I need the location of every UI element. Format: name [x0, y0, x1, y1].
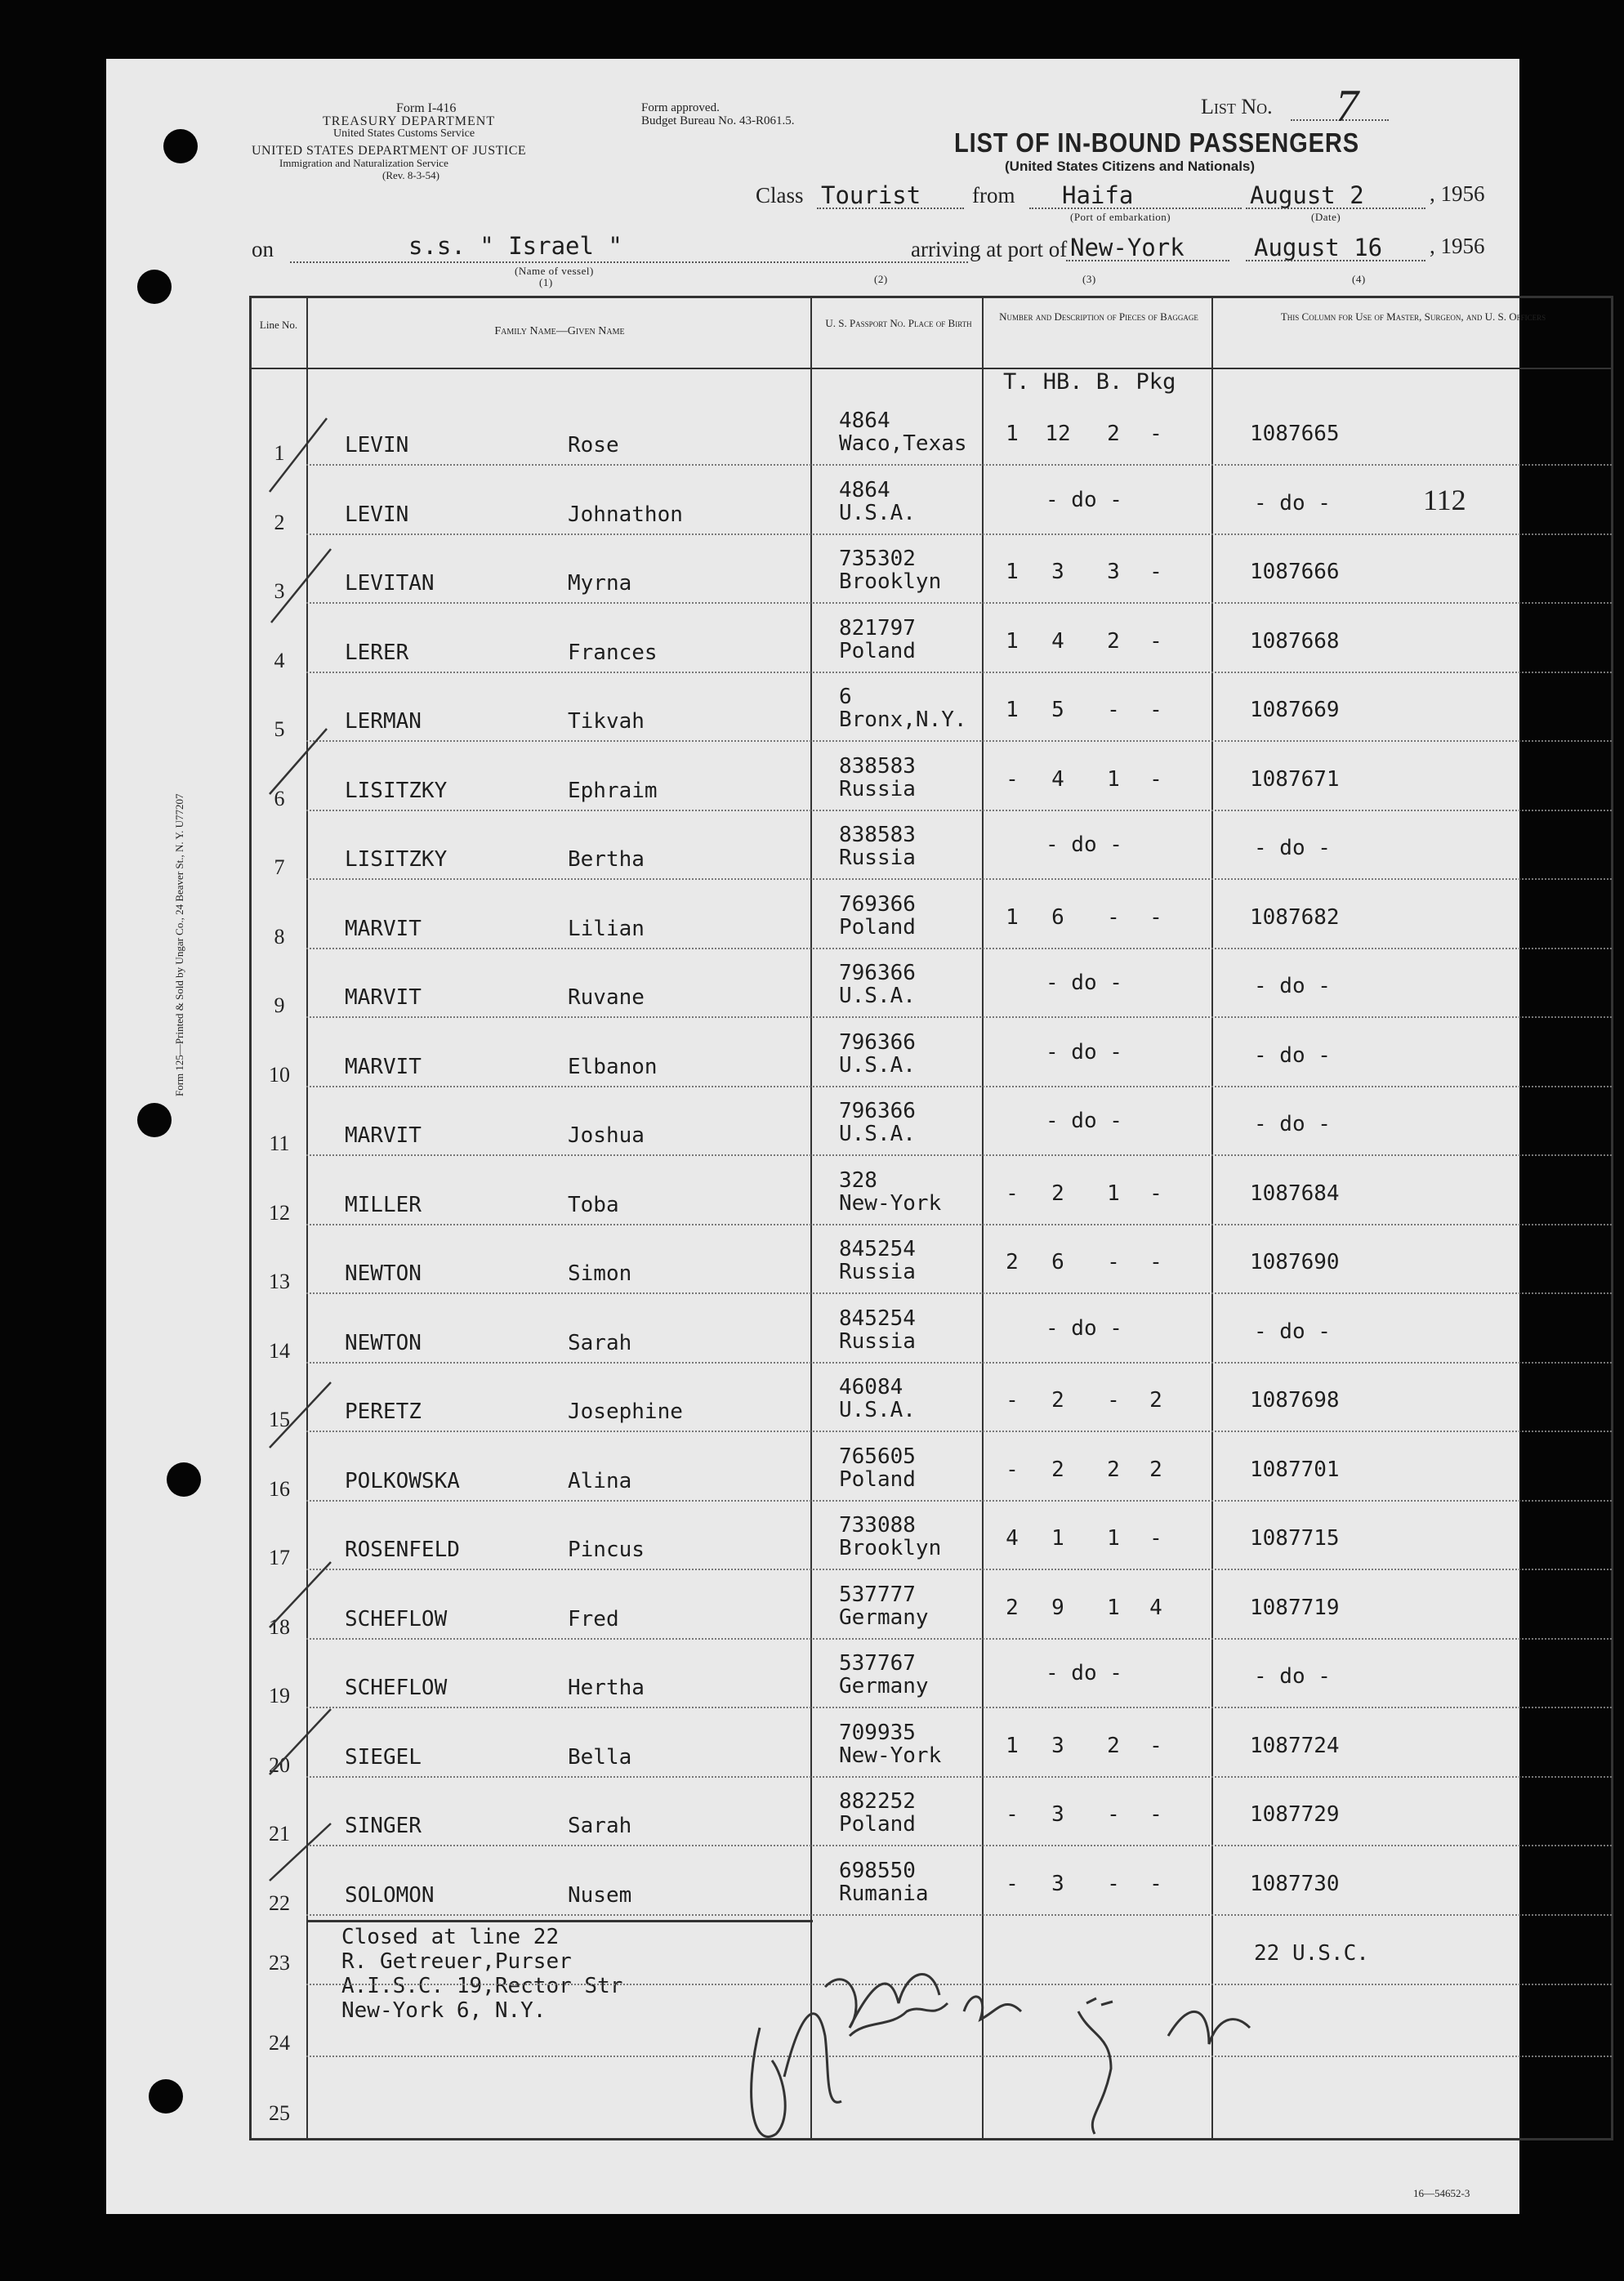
- punch-hole: [137, 1103, 172, 1137]
- baggage-ditto: - do -: [1046, 1039, 1122, 1065]
- baggage-ditto: - do -: [1046, 1315, 1122, 1341]
- given-name: Myrna: [568, 571, 632, 596]
- officer-entry: - do -: [1254, 1112, 1331, 1136]
- row-rule: [306, 672, 1612, 673]
- punch-hole: [137, 270, 172, 304]
- family-name: SOLOMON: [345, 1882, 435, 1908]
- baggage-ditto: - do -: [1046, 1109, 1122, 1133]
- officer-entry: 1087719: [1250, 1595, 1340, 1620]
- family-name: POLKOWSKA: [345, 1468, 460, 1493]
- row-rule: [306, 1086, 1612, 1087]
- baggage-bags: 2: [1107, 628, 1120, 654]
- row-rule: [306, 1431, 1612, 1432]
- header-rule: [249, 368, 1613, 369]
- departure-date: August 2: [1250, 181, 1364, 209]
- family-name: LEVITAN: [345, 571, 435, 596]
- baggage-bags: 1: [1107, 1526, 1120, 1551]
- given-name: Simon: [568, 1261, 632, 1286]
- header-name: Family Name—Given Name: [494, 325, 625, 337]
- line-number: 9: [274, 993, 285, 1017]
- line-number: 11: [269, 1132, 290, 1155]
- given-name: Elbanon: [568, 1054, 658, 1079]
- passport-number: 769366: [839, 891, 916, 917]
- given-name: Joshua: [568, 1123, 645, 1148]
- baggage-ditto: - do -: [1046, 832, 1122, 857]
- passport-number: 537767: [839, 1651, 916, 1676]
- line-number: 19: [269, 1684, 290, 1707]
- row-rule: [306, 1776, 1612, 1778]
- baggage-bags: -: [1107, 698, 1120, 722]
- birthplace: U.S.A.: [839, 1398, 916, 1422]
- baggage-handbags: 4: [1051, 766, 1064, 792]
- col-num-4: (4): [1352, 273, 1366, 285]
- family-name: MARVIT: [345, 985, 422, 1010]
- row-rule: [306, 1500, 1612, 1502]
- revision-label: (Rev. 8-3-54): [382, 169, 439, 181]
- vessel-num: (1): [539, 276, 553, 288]
- given-name: Nusem: [568, 1882, 632, 1908]
- baggage-packages: -: [1149, 1526, 1162, 1551]
- baggage-bags: -: [1107, 1871, 1120, 1896]
- baggage-packages: -: [1149, 698, 1162, 722]
- baggage-trunks: -: [1006, 1388, 1019, 1413]
- birthplace: Waco,Texas: [839, 431, 967, 456]
- baggage-packages: 2: [1149, 1457, 1162, 1482]
- closing-line-3: A.I.S.C. 19,Rector Str: [341, 1974, 623, 1998]
- row-rule: [306, 878, 1612, 880]
- form-number: Form I-416: [396, 101, 457, 115]
- officer-signature: [727, 1913, 1299, 2158]
- baggage-ditto: - do -: [1046, 1661, 1122, 1685]
- row-rule: [306, 1569, 1612, 1570]
- col-num-3: (3): [1082, 273, 1096, 285]
- birthplace: Russia: [839, 1260, 916, 1284]
- baggage-handbags: 3: [1051, 1871, 1064, 1896]
- baggage-trunks: -: [1006, 1871, 1019, 1896]
- given-name: Bella: [568, 1744, 632, 1770]
- passport-number: 838583: [839, 823, 916, 847]
- col-num-2: (2): [874, 273, 888, 285]
- baggage-handbags: 3: [1051, 1802, 1064, 1827]
- family-name: NEWTON: [345, 1330, 422, 1355]
- officer-entry: - do -: [1254, 1042, 1331, 1068]
- birthplace: U.S.A.: [839, 984, 916, 1008]
- punch-hole: [149, 2079, 183, 2114]
- baggage-trunks: -: [1006, 1181, 1019, 1206]
- given-name: Johnathon: [568, 502, 683, 527]
- handwritten-note: 112: [1423, 483, 1466, 516]
- line-number: 8: [274, 924, 285, 949]
- closing-line-1: Closed at line 22: [341, 1925, 560, 1949]
- given-name: Pincus: [568, 1538, 645, 1562]
- given-name: Tikvah: [568, 709, 645, 734]
- birthplace: Poland: [839, 914, 916, 940]
- class-line: [817, 208, 964, 209]
- arriving-label: arriving at port of: [911, 237, 1068, 261]
- given-name: Josephine: [568, 1399, 683, 1424]
- arrival-date-line: [1246, 260, 1425, 261]
- baggage-handbags: 1: [1051, 1526, 1064, 1551]
- officer-entry: 1087730: [1250, 1871, 1340, 1896]
- passport-number: 796366: [839, 1099, 916, 1123]
- punch-hole: [163, 129, 198, 163]
- closing-line-2: R. Getreuer,Purser: [341, 1949, 572, 1974]
- birthplace: New-York: [839, 1190, 942, 1216]
- embark-caption: (Port of embarkation): [1070, 211, 1171, 223]
- row-rule: [306, 740, 1612, 742]
- baggage-bags: 3: [1107, 560, 1120, 584]
- departure-year: 1956: [1440, 181, 1485, 206]
- birthplace: Brooklyn: [839, 1536, 942, 1560]
- officer-entry: 1087666: [1250, 560, 1340, 584]
- row-rule: [306, 1845, 1612, 1846]
- col-divider-baggage: [1211, 296, 1213, 2140]
- document-page: Form I-416 TREASURY DEPARTMENT United States Customs Service UNITED STATES DEPARTMENT OF JUSTICE Immigration and Naturalization Service (Rev. 8-3-54) Form approved. Budget Bureau No. 43-R061.5. List No. 7 LIST OF IN-BOUND PASSENGERS (United States Citizens and Nationals) Class Tourist from Haifa (Port of embarkation) August 2 (Date) , 1956 on s.s. " Israel " (Name of vessel) (1) arriving at port of New-York August 16 , 1956 (2) (3) (4) Line No. Family Name—Given Name U. S. Passport No. Place of Birth Number and Description of Pieces of Baggage This Column for Use of Master, Surgeon, and U. S. Officers T. HB. B. Pkg 1 LEVIN Rose 4864 Waco,Texas 1 12 2 - 1087665 2 LEVIN Johnathon 4864 U.S.A. - do - - do - 112 3 LEVITAN Myrna 735302 Brooklyn 1 3 3 - 1087666 4 LERER Frances 821797 Poland 1 4 2 - 1087668 5 LERMAN Tikvah 6 Bronx,N.Y. 1 5 - - 1087669 6 LISITZKY Ephraim 838583 Russia - 4 1 - 1087671 7 LISITZKY Bertha 838583 Russia - do - - do - 8 MARVIT Lilian 769366 Poland 1 6 - - 1087682 9 MARVIT Ruvane 796366 U.S.A. - do - - do - 10 MARVIT Elbanon 796366 U.S.A. - do - - do - 11 MARVIT Joshua 796366 U.S.A. - do - - do - 12 MILLER Toba 328 New-York - 2 1 - 1087684 13 NEWTON Simon 845254 Russia 2 6 - - 1087690 14 NEWTON Sarah 845254 Russia - do - - do - 15 PERETZ Josephine 46084 U.S.A. - 2 - 2 1087698 16 POLKOWSKA Alina 765605 Poland - 2 2 2 1087701 17 ROSENFELD Pincus 733088 Brooklyn 4 1 1 - 1087715 18 SCHEFLOW Fred 537777 Germany 2 9 1 4 1087719 19 SCHEFLOW Hertha 537767 Germany - do - - do - 20 SIEGEL Bella 709935 New-York 1 3 2 - 1087724 21 SINGER Sarah 882252 Poland - 3 - - 1087729 22 SOLOMON Nusem 698550 Rumania - 3 - - 1087730 Closed at line 22 R. Getreuer,Purser A.I.S.C. 19,Rector Str New-York 6, N.Y. 22 U.S.C. 23 24 25 Form 125—Printed & Sold by Ungar Co., 24 Beaver St., N. Y. U77207 16—54652-3: [106, 59, 1519, 2214]
- arrival-port: New-York: [1070, 234, 1185, 261]
- line-number: 3: [274, 579, 285, 603]
- row-rule: [306, 602, 1612, 604]
- passport-number: 4864: [839, 408, 890, 433]
- line-number: 12: [269, 1200, 290, 1225]
- officer-entry: 1087665: [1250, 422, 1340, 446]
- birthplace: Poland: [839, 638, 916, 663]
- date-caption: (Date): [1311, 211, 1341, 223]
- line-number-23: 23: [269, 1951, 290, 1975]
- baggage-trunks: -: [1006, 1457, 1019, 1482]
- baggage-handbags: 2: [1051, 1457, 1064, 1482]
- baggage-handbags: 6: [1051, 904, 1064, 930]
- given-name: Bertha: [568, 847, 645, 872]
- officer-entry: 1087724: [1250, 1733, 1340, 1758]
- vessel-line: [290, 261, 968, 263]
- passport-number: 838583: [839, 753, 916, 779]
- line-number: 16: [269, 1476, 290, 1501]
- line-number: 5: [274, 717, 285, 741]
- birthplace: Russia: [839, 1328, 916, 1354]
- passport-number: 882252: [839, 1789, 916, 1814]
- passport-number: 735302: [839, 547, 916, 571]
- baggage-trunks: 4: [1006, 1526, 1019, 1551]
- birthplace: Germany: [839, 1605, 929, 1630]
- passport-number: 6: [839, 685, 852, 709]
- list-no-value: 7: [1336, 81, 1359, 132]
- baggage-handbags: 12: [1045, 422, 1071, 446]
- baggage-bags: 2: [1107, 1457, 1120, 1482]
- given-name: Rose: [568, 433, 619, 458]
- family-name: SIEGEL: [345, 1744, 422, 1770]
- closing-officer-note: 22 U.S.C.: [1254, 1941, 1369, 1966]
- family-name: LISITZKY: [345, 778, 448, 803]
- passport-number: 698550: [839, 1858, 916, 1883]
- family-name: LISITZKY: [345, 847, 448, 872]
- given-name: Toba: [568, 1192, 619, 1217]
- passport-number: 328: [839, 1167, 877, 1193]
- closing-line-4: New-York 6, N.Y.: [341, 1998, 547, 2023]
- passport-number: 845254: [839, 1237, 916, 1261]
- baggage-trunks: -: [1006, 766, 1019, 792]
- baggage-bags: -: [1107, 1250, 1120, 1274]
- passport-number: 733088: [839, 1513, 916, 1538]
- given-name: Ephraim: [568, 778, 658, 803]
- officer-entry: 1087669: [1250, 698, 1340, 722]
- baggage-handbags: 4: [1051, 628, 1064, 654]
- given-name: Lilian: [568, 916, 645, 941]
- baggage-packages: -: [1149, 560, 1162, 584]
- baggage-packages: -: [1149, 904, 1162, 930]
- given-name: Ruvane: [568, 985, 645, 1010]
- baggage-bags: 2: [1107, 422, 1120, 446]
- page-subtitle: (United States Citizens and Nationals): [1005, 158, 1256, 174]
- row-rule: [306, 1638, 1612, 1640]
- baggage-bags: -: [1107, 1388, 1120, 1413]
- passport-number: 796366: [839, 961, 916, 985]
- budget-label: Budget Bureau No. 43-R061.5.: [641, 114, 795, 127]
- treasury-label: TREASURY DEPARTMENT: [323, 114, 496, 128]
- printer-side-text: Form 125—Printed & Sold by Ungar Co., 24 Beaver St., N. Y. U77207: [173, 793, 185, 1096]
- arrival-year: 1956: [1440, 234, 1485, 258]
- family-name: LERMAN: [345, 709, 422, 734]
- baggage-trunks: 2: [1006, 1250, 1019, 1274]
- baggage-packages: -: [1149, 628, 1162, 654]
- line-number: 15: [269, 1408, 290, 1431]
- on-label: on: [252, 237, 274, 261]
- given-name: Frances: [568, 640, 658, 665]
- row-rule: [306, 948, 1612, 949]
- officer-entry: - do -: [1254, 1319, 1331, 1344]
- family-name: LEVIN: [345, 502, 409, 527]
- baggage-handbags: 9: [1051, 1595, 1064, 1620]
- passport-number: 796366: [839, 1029, 916, 1055]
- birthplace: Bronx,N.Y.: [839, 708, 967, 732]
- row-rule: [306, 1154, 1612, 1156]
- officer-entry: - do -: [1254, 490, 1331, 516]
- baggage-packages: 4: [1149, 1595, 1162, 1620]
- baggage-subheader: T. HB. B. Pkg: [1003, 369, 1176, 395]
- birthplace: Russia: [839, 776, 916, 801]
- col-divider-passport: [982, 296, 984, 2140]
- vessel-name: s.s. " Israel ": [408, 232, 622, 260]
- baggage-trunks: 1: [1006, 422, 1019, 446]
- line-number-25: 25: [269, 2101, 290, 2125]
- baggage-bags: 2: [1107, 1733, 1120, 1758]
- row-rule: [306, 1707, 1612, 1708]
- baggage-handbags: 2: [1051, 1181, 1064, 1206]
- baggage-ditto: - do -: [1046, 487, 1122, 512]
- baggage-handbags: 2: [1051, 1388, 1064, 1413]
- baggage-packages: -: [1149, 766, 1162, 792]
- family-name: LEVIN: [345, 433, 409, 458]
- row-rule: [306, 464, 1612, 466]
- family-name: SINGER: [345, 1814, 422, 1838]
- baggage-handbags: 3: [1051, 560, 1064, 584]
- family-name: SCHEFLOW: [345, 1606, 448, 1632]
- col-divider-name: [810, 296, 812, 2140]
- baggage-handbags: 5: [1051, 698, 1064, 722]
- ins-label: Immigration and Naturalization Service: [279, 157, 448, 169]
- birthplace: Poland: [839, 1466, 916, 1492]
- from-value: Haifa: [1062, 181, 1134, 209]
- baggage-packages: -: [1149, 1802, 1162, 1827]
- family-name: MARVIT: [345, 916, 422, 941]
- row-rule: [306, 1016, 1612, 1018]
- line-number: 22: [269, 1890, 290, 1915]
- line-number: 1: [274, 441, 285, 465]
- line-number: 2: [274, 510, 285, 534]
- line-number: 17: [269, 1546, 290, 1569]
- row-rule: [306, 533, 1612, 535]
- passport-number: 4864: [839, 477, 890, 502]
- baggage-handbags: 3: [1051, 1733, 1064, 1758]
- birthplace: Poland: [839, 1812, 916, 1837]
- punch-hole: [167, 1462, 201, 1497]
- from-label: from: [972, 183, 1015, 208]
- line-number: 7: [274, 855, 285, 879]
- given-name: Fred: [568, 1606, 619, 1632]
- birthplace: New-York: [839, 1743, 942, 1768]
- baggage-bags: 1: [1107, 766, 1120, 792]
- given-name: Alina: [568, 1468, 632, 1493]
- approved-label: Form approved.: [641, 101, 720, 114]
- given-name: Hertha: [568, 1676, 645, 1700]
- line-number: 20: [269, 1752, 290, 1777]
- baggage-trunks: 1: [1006, 698, 1019, 722]
- baggage-bags: -: [1107, 1802, 1120, 1827]
- officer-entry: 1087715: [1250, 1526, 1340, 1551]
- baggage-trunks: 2: [1006, 1595, 1019, 1620]
- birthplace: U.S.A.: [839, 1122, 916, 1146]
- passport-number: 765605: [839, 1444, 916, 1469]
- baggage-packages: 2: [1149, 1388, 1162, 1413]
- passport-number: 537777: [839, 1582, 916, 1607]
- baggage-packages: -: [1149, 1871, 1162, 1896]
- family-name: PERETZ: [345, 1399, 422, 1424]
- officer-entry: 1087698: [1250, 1388, 1340, 1413]
- line-number: 21: [269, 1822, 290, 1846]
- family-name: MARVIT: [345, 1123, 422, 1148]
- officer-entry: 1087701: [1250, 1457, 1340, 1482]
- date-line: [1246, 208, 1425, 209]
- row-rule: [306, 1292, 1612, 1294]
- baggage-packages: -: [1149, 1181, 1162, 1206]
- birthplace: Rumania: [839, 1881, 929, 1906]
- line-number: 6: [274, 786, 285, 810]
- baggage-handbags: 6: [1051, 1250, 1064, 1274]
- baggage-packages: -: [1149, 1250, 1162, 1274]
- family-name: MARVIT: [345, 1054, 422, 1079]
- class-value: Tourist: [821, 181, 921, 209]
- officer-entry: 1087690: [1250, 1250, 1340, 1274]
- header-officers: This Column for Use of Master, Surgeon, and U. S. Officers: [1280, 310, 1546, 323]
- row-rule: [306, 1224, 1612, 1225]
- from-line: [1029, 208, 1242, 209]
- header-baggage: Number and Description of Pieces of Baggage: [999, 310, 1198, 323]
- vessel-caption: (Name of vessel): [515, 265, 594, 277]
- line-number: 10: [269, 1062, 290, 1087]
- officer-entry: 1087684: [1250, 1181, 1340, 1206]
- family-name: NEWTON: [345, 1261, 422, 1286]
- line-number: 4: [274, 648, 285, 672]
- family-name: LERER: [345, 640, 409, 665]
- justice-label: UNITED STATES DEPARTMENT OF JUSTICE: [252, 144, 527, 158]
- officer-entry: - do -: [1254, 1664, 1331, 1689]
- header-passport: U. S. Passport No. Place of Birth: [825, 317, 972, 329]
- baggage-packages: -: [1149, 1733, 1162, 1758]
- birthplace: U.S.A.: [839, 1052, 916, 1078]
- baggage-trunks: -: [1006, 1802, 1019, 1827]
- row-rule: [306, 810, 1612, 811]
- line-number-24: 24: [269, 2031, 290, 2055]
- baggage-ditto: - do -: [1046, 971, 1122, 995]
- officer-entry: 1087671: [1250, 766, 1340, 792]
- family-name: MILLER: [345, 1192, 422, 1217]
- given-name: Sarah: [568, 1814, 632, 1838]
- officer-entry: - do -: [1254, 836, 1331, 860]
- port-line: [1066, 260, 1229, 261]
- baggage-bags: 1: [1107, 1595, 1120, 1620]
- birthplace: Russia: [839, 846, 916, 870]
- officer-entry: 1087729: [1250, 1802, 1340, 1827]
- header-line-no: Line No.: [259, 319, 298, 331]
- row-rule: [306, 1362, 1612, 1364]
- baggage-trunks: 1: [1006, 1733, 1019, 1758]
- baggage-packages: -: [1149, 422, 1162, 446]
- family-name: ROSENFELD: [345, 1538, 460, 1562]
- baggage-bags: -: [1107, 904, 1120, 930]
- given-name: Sarah: [568, 1330, 632, 1355]
- arrival-date: August 16: [1254, 234, 1383, 261]
- baggage-trunks: 1: [1006, 628, 1019, 654]
- family-name: SCHEFLOW: [345, 1676, 448, 1700]
- passport-number: 709935: [839, 1720, 916, 1745]
- baggage-trunks: 1: [1006, 904, 1019, 930]
- line-number: 18: [269, 1614, 290, 1639]
- passport-number: 46084: [839, 1375, 903, 1399]
- officer-entry: 1087682: [1250, 904, 1340, 930]
- birthplace: U.S.A.: [839, 500, 916, 525]
- birthplace: Brooklyn: [839, 569, 942, 594]
- line-number: 14: [269, 1338, 290, 1363]
- baggage-trunks: 1: [1006, 560, 1019, 584]
- class-label: Class: [756, 183, 804, 208]
- tick-marks: [253, 386, 351, 1938]
- birthplace: Germany: [839, 1674, 929, 1698]
- baggage-bags: 1: [1107, 1181, 1120, 1206]
- passport-number: 821797: [839, 615, 916, 641]
- line-number: 13: [269, 1270, 290, 1293]
- footer-code: 16—54652-3: [1413, 2187, 1470, 2199]
- officer-entry: 1087668: [1250, 628, 1340, 654]
- passport-number: 845254: [839, 1306, 916, 1331]
- officer-entry: - do -: [1254, 974, 1331, 998]
- page-title: LIST OF IN-BOUND PASSENGERS: [954, 127, 1359, 158]
- customs-label: United States Customs Service: [333, 127, 475, 140]
- list-no-label: List No.: [1201, 95, 1273, 118]
